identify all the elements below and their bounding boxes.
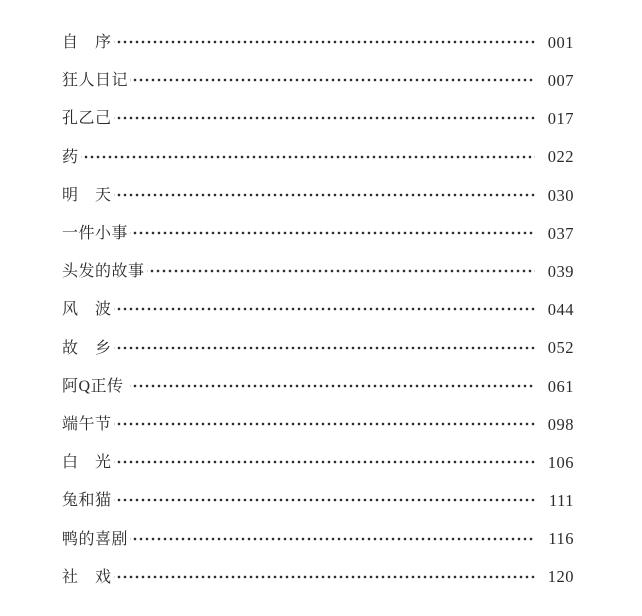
toc-row bbox=[62, 253, 574, 291]
dot-leader bbox=[114, 492, 536, 508]
toc-row bbox=[62, 139, 574, 177]
toc-entry-title: 阿Q正传 bbox=[62, 377, 129, 395]
dot-leader bbox=[114, 187, 535, 203]
toc-row bbox=[62, 215, 574, 253]
toc-page-number: 052 bbox=[547, 338, 574, 358]
toc-page-number: 022 bbox=[547, 147, 574, 167]
toc-entry-title: 药 bbox=[62, 148, 79, 166]
toc-entry-title: 兔和猫 bbox=[62, 492, 112, 510]
dot-leader bbox=[130, 378, 535, 394]
dot-leader bbox=[81, 149, 535, 165]
toc-row bbox=[62, 177, 574, 215]
dot-leader bbox=[114, 301, 535, 317]
dot-leader bbox=[147, 263, 535, 279]
toc-entry-title: 孔乙己 bbox=[62, 110, 112, 128]
toc-row bbox=[62, 62, 574, 100]
toc-list bbox=[62, 24, 574, 597]
toc-entry-title: 白 光 bbox=[62, 454, 112, 472]
dot-leader bbox=[114, 569, 535, 585]
toc-row bbox=[62, 559, 574, 597]
toc-entry-title: 明 天 bbox=[62, 186, 112, 204]
toc-page-number: 037 bbox=[547, 223, 574, 243]
toc-row bbox=[62, 444, 574, 482]
toc-page-number: 001 bbox=[547, 32, 574, 52]
toc-entry-title: 社 戏 bbox=[62, 568, 112, 586]
toc-page-number: 007 bbox=[547, 71, 574, 91]
toc-entry-title: 鸭的喜剧 bbox=[62, 530, 129, 548]
dot-leader bbox=[114, 340, 535, 356]
toc-entry-title: 故 乡 bbox=[62, 339, 112, 357]
toc-row bbox=[62, 330, 574, 368]
toc-row bbox=[62, 100, 574, 138]
toc-row bbox=[62, 482, 574, 520]
toc-page-number: 039 bbox=[547, 261, 574, 281]
toc-row bbox=[62, 520, 574, 558]
toc-entry-title: 狂人日记 bbox=[62, 72, 129, 90]
dot-leader bbox=[130, 72, 535, 88]
toc-page-number: 044 bbox=[547, 300, 574, 320]
toc-entry-title: 自 序 bbox=[62, 34, 112, 52]
toc-page-number: 098 bbox=[547, 414, 574, 434]
dot-leader bbox=[130, 225, 535, 241]
dot-leader bbox=[114, 454, 535, 470]
dot-leader bbox=[114, 416, 535, 432]
toc-page-number: 116 bbox=[548, 529, 574, 549]
toc-page-number: 030 bbox=[547, 185, 574, 205]
toc-row bbox=[62, 291, 574, 329]
dot-leader bbox=[114, 34, 535, 50]
toc-row bbox=[62, 24, 574, 62]
toc-entry-title: 风 波 bbox=[62, 301, 112, 319]
toc-entry-title: 端午节 bbox=[62, 415, 112, 433]
toc-page-number: 017 bbox=[547, 109, 574, 129]
toc-page-number: 120 bbox=[547, 567, 574, 587]
toc-page-number: 106 bbox=[547, 452, 574, 472]
toc-entry-title: 头发的故事 bbox=[62, 263, 145, 281]
toc-page-number: 061 bbox=[547, 376, 574, 396]
toc-page-number: 111 bbox=[548, 491, 574, 511]
dot-leader bbox=[114, 110, 535, 126]
toc-row bbox=[62, 406, 574, 444]
toc-row bbox=[62, 368, 574, 406]
dot-leader bbox=[130, 531, 535, 547]
toc-entry-title: 一件小事 bbox=[62, 225, 129, 243]
